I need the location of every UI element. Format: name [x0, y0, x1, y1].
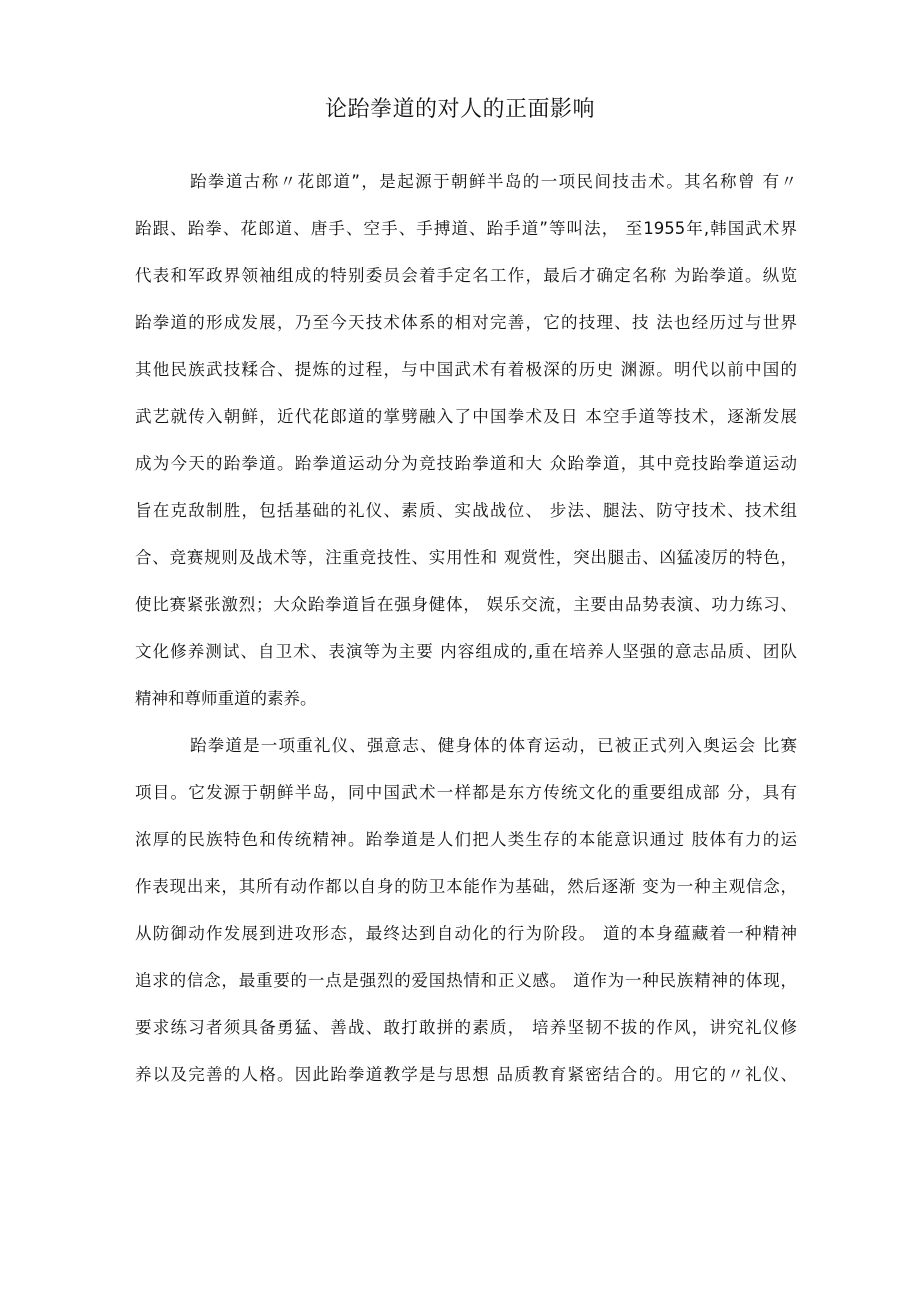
paragraph-2-line-3: 浓厚的民族特色和传统精神。跆拳道是人们把人类生存的本能意识通过 肢体有力的运 [135, 830, 797, 849]
paragraph-1-line-6: 武艺就传入朝鲜，近代花郎道的掌劈融入了中国拳术及日 本空手道等技术，逐渐发展 [135, 407, 797, 426]
paragraph-1-line-10: 使比赛紧张激烈；大众跆拳道旨在强身健体， 娱乐交流，主要由品势表演、功力练习、 [135, 595, 797, 614]
paragraph-1-line-11: 文化修养测试、自卫术、表演等为主要 内容组成的,重在培养人坚强的意志品质、团队 [135, 642, 797, 661]
paragraph-1-line-4: 跆拳道的形成发展，乃至今天技术体系的相对完善，它的技理、技 法也经历过与世界 [135, 313, 797, 332]
paragraph-2-line-4: 作表现出来，其所有动作都以自身的防卫本能作为基础，然后逐渐 变为一种主观信念， [135, 877, 797, 896]
paragraph-2-line-1: 跆拳道是一项重礼仪、强意志、健身体的体育运动，已被正式列入奥运会 比赛 [190, 736, 797, 755]
paragraph-1-line-3: 代表和军政界领袖组成的特别委员会着手定名工作，最后才确定名称 为跆拳道。纵览 [135, 266, 797, 285]
paragraph-1-line-1: 跆拳道古称〃花郎道”，是起源于朝鲜半岛的一项民间技击术。其名称曾 有〃 [190, 172, 797, 191]
paragraph-2-line-7: 要求练习者须具备勇猛、善战、敢打敢拼的素质， 培养坚韧不拔的作风，讲究礼仪修 [135, 1018, 797, 1037]
paragraph-1-line-5: 其他民族武技糅合、提炼的过程，与中国武术有着极深的历史 渊源。明代以前中国的 [135, 360, 797, 379]
paragraph-1-line-8: 旨在克敌制胜，包括基础的礼仪、素质、实战战位、 步法、腿法、防守技术、技术组 [135, 501, 797, 520]
document-title: 论跆拳道的对人的正面影响 [324, 97, 595, 122]
paragraph-2-line-2: 项目。它发源于朝鲜半岛，同中国武术一样都是东方传统文化的重要组成部 分，具有 [135, 783, 797, 802]
paragraph-2-line-5: 从防御动作发展到进攻形态，最终达到自动化的行为阶段。 道的本身蕴藏着一种精神 [135, 924, 797, 943]
paragraph-2-line-6: 追求的信念，最重要的一点是强烈的爱国热情和正义感。 道作为一种民族精神的体现， [135, 971, 797, 990]
paragraph-1-line-7: 成为今天的跆拳道。跆拳道运动分为竞技跆拳道和大 众跆拳道，其中竞技跆拳道运动 [135, 454, 797, 473]
paragraph-2-line-8: 养以及完善的人格。因此跆拳道教学是与思想 品质教育紧密结合的。用它的〃礼仪、 [135, 1065, 797, 1084]
paragraph-1-line-12: 精神和尊师重道的素养。 [135, 689, 317, 708]
paragraph-1-line-2: 跆跟、跆拳、花郎道、唐手、空手、手搏道、跆手道”等叫法， 至1955年,韩国武术界 [135, 219, 797, 238]
paragraph-1-line-9: 合、竞赛规则及战术等，注重竞技性、实用性和 观赏性，突出腿击、凶猛凌厉的特色， [135, 548, 797, 567]
